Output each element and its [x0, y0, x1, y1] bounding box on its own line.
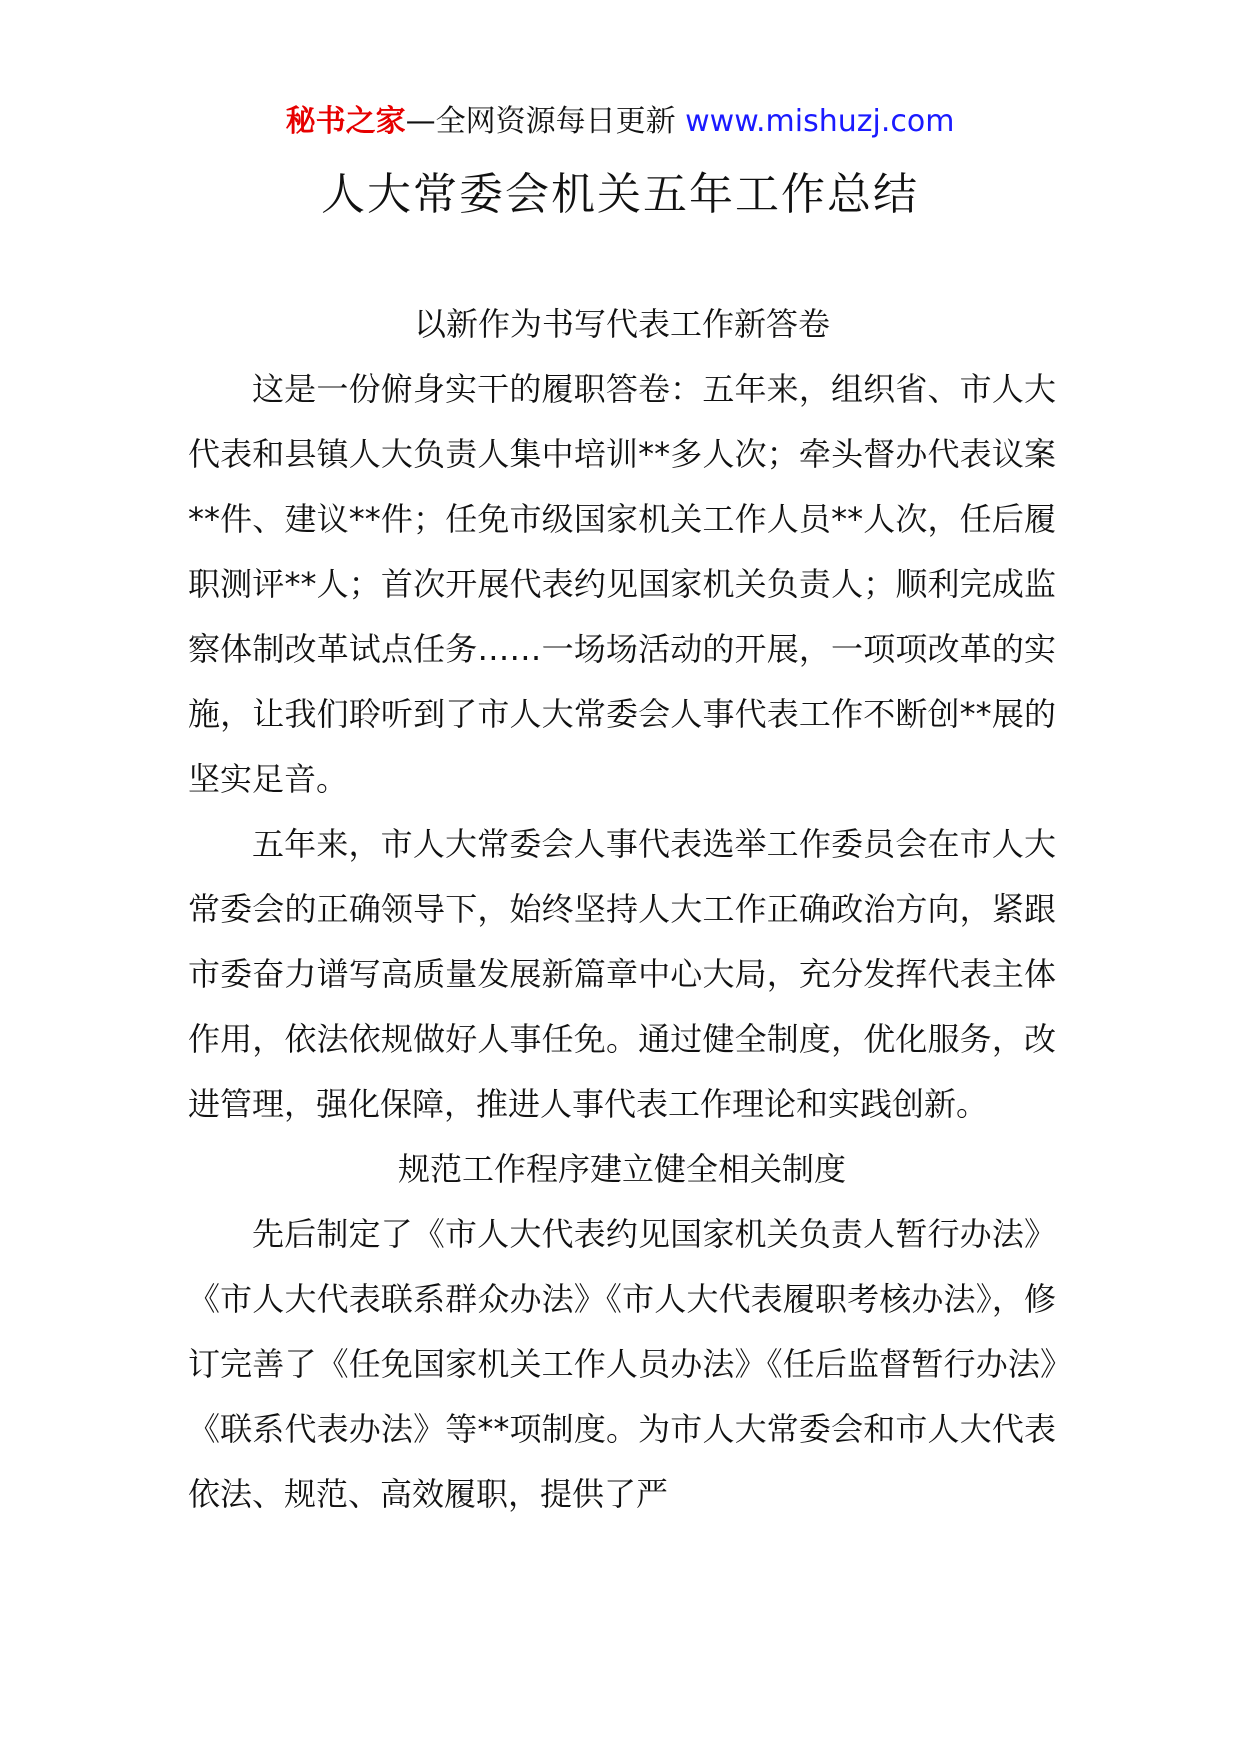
- section-heading: 以新作为书写代表工作新答卷: [413, 305, 830, 343]
- site-tagline: —全网资源每日更新: [405, 104, 686, 139]
- site-url-link[interactable]: www.mishuzj.com: [685, 104, 955, 139]
- section-heading: 规范工作程序建立健全相关制度: [397, 1150, 846, 1188]
- site-header: [0, 100, 1240, 144]
- brand-name: 秘书之家: [285, 104, 406, 139]
- document-title: 人大常委会机关五年工作总结: [321, 169, 919, 220]
- body-paragraph: 这是一份俯身实干的履职答卷：五年来，组织省、市人大代表和县镇人大负责人集中培训**多人次；牵头督办代表议案**件、建议**件；任免市级国家机关工作人员**人次，任后履职测评**人；首次开展代表约见国家机关负责人；顺利完成监察体制改革试点任务……一场场活动的开展，一项项改革的实施，让我们聆听到了市人大常委会人事代表工作不断创**展的坚实足音。: [188, 370, 1056, 798]
- body-paragraph: 五年来，市人大常委会人事代表选举工作委员会在市人大常委会的正确领导下，始终坚持人大工作正确政治方向，紧跟市委奋力谱写高质量发展新篇章中心大局，充分发挥代表主体作用，依法依规做好人事任免。通过健全制度，优化服务，改进管理，强化保障，推进人事代表工作理论和实践创新。: [188, 825, 1056, 1123]
- document-body: [188, 292, 1056, 1527]
- body-paragraph: 先后制定了《市人大代表约见国家机关负责人暂行办法》《市人大代表联系群众办法》《市人大代表履职考核办法》，修订完善了《任免国家机关工作人员办法》《任后监督暂行办法》《联系代表办法》等**项制度。为市人大常委会和市人大代表依法、规范、高效履职，提供了严: [188, 1215, 1056, 1513]
